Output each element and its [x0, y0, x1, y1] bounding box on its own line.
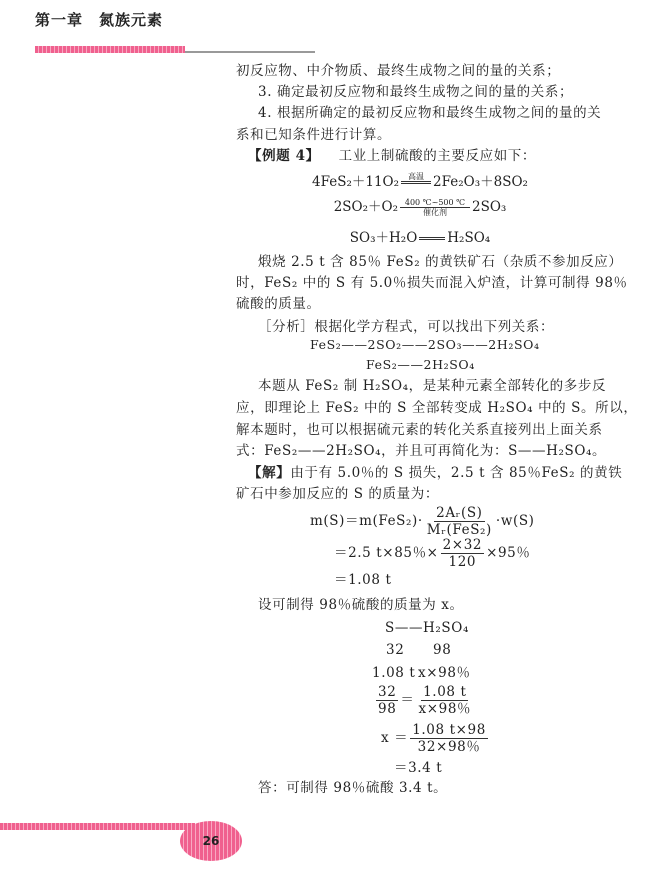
condition-top: 高温 — [408, 172, 425, 181]
header-divider — [185, 51, 315, 53]
page-number: 26 — [202, 834, 220, 848]
formula-part: x ＝ — [381, 730, 409, 746]
numerator: 2×32 — [442, 537, 483, 553]
molar-mass-2: 98 — [433, 642, 452, 658]
x-result: ＝3.4 t — [394, 760, 443, 776]
eq-right: 2SO₃ — [471, 199, 507, 215]
equation-3 — [236, 229, 604, 247]
example-tag: 【例题 4】 — [248, 148, 320, 164]
numerator: 32 — [378, 684, 397, 700]
fraction — [417, 684, 474, 717]
molar-mass-1: 32 — [386, 642, 405, 658]
text-line: 矿石中参加反应的 S 的质量为： — [236, 486, 439, 502]
text-line: 应，即理论上 FeS₂ 中的 S 全部转变成 H₂SO₄ 中的 S。所以， — [236, 400, 638, 416]
text-line: 设可制得 98％硫酸的质量为 x。 — [258, 597, 464, 613]
denominator: 98 — [378, 701, 397, 717]
analysis-line: ［分析］根据化学方程式，可以找出下列关系： — [258, 319, 555, 335]
text-line: 系和已知条件进行计算。 — [236, 127, 392, 143]
solution-heading — [248, 464, 622, 482]
chapter-heading: 第一章 氮族元素 — [35, 11, 164, 29]
text-line: 本题从 FeS₂ 制 H₂SO₄，是某种元素全部转化的多步反 — [258, 378, 607, 394]
denominator: 120 — [448, 554, 477, 570]
header-decor-bar — [35, 46, 185, 53]
denominator: 32×98％ — [417, 739, 481, 755]
mass-1: 1.08 t — [372, 665, 416, 681]
solution-text: 由于有 5.0％的 S 损失，2.5 t 含 85％FeS₂ 的黄铁 — [290, 465, 623, 481]
text-line: 4. 根据所确定的最初反应物和最终生成物之间的量的关 — [258, 105, 602, 121]
fraction — [441, 537, 484, 570]
footer-decor-bar — [0, 823, 195, 830]
numerator: 1.08 t×98 — [412, 722, 486, 738]
denominator: Mᵣ(FeS₂) — [426, 522, 492, 538]
equals: ＝ — [400, 692, 415, 708]
text-line: 解本题时，也可以根据硫元素的转化关系直接列出上面关系 — [236, 422, 603, 438]
text-line: 3. 确定最初反应物和最终生成物之间的量的关系； — [258, 84, 574, 100]
condition-top: 400 ℃~500 ℃ — [404, 198, 466, 207]
proportion — [374, 684, 475, 717]
eq-left: 4FeS₂＋11O₂ — [312, 174, 400, 190]
mass-2: x×98％ — [418, 665, 471, 681]
eq-right: H₂SO₄ — [447, 230, 491, 246]
eq-left: 2SO₂＋O₂ — [333, 199, 398, 215]
denominator: x×98％ — [418, 701, 472, 717]
solution-tag: 【解】 — [248, 465, 291, 481]
answer-line: 答：可制得 98％硫酸 3.4 t。 — [258, 780, 448, 796]
calc-result: ＝1.08 t — [334, 572, 392, 588]
relation: S——H₂SO₄ — [385, 620, 469, 636]
formula-part: ·w(S) — [495, 513, 535, 529]
eq-condition — [400, 198, 470, 217]
text-line: 煅烧 2.5 t 含 85％ FeS₂ 的黄铁矿石（杂质不参加反应） — [258, 254, 623, 270]
eq-right: 2Fe₂O₃＋8SO₂ — [433, 174, 528, 190]
example-text: 工业上制硫酸的主要反应如下： — [338, 148, 537, 164]
formula-part: ＝2.5 t×85％× — [334, 545, 439, 561]
text-line: 时，FeS₂ 中的 S 有 5.0％损失而混入炉渣，计算可制得 98％ — [236, 275, 628, 291]
example-heading — [248, 147, 536, 165]
page-number-badge — [180, 821, 242, 861]
eq-condition — [401, 172, 431, 193]
eq-left: SO₃＋H₂O — [349, 230, 418, 246]
condition-bottom: 催化剂 — [422, 208, 447, 217]
text-line: 硫酸的质量。 — [236, 296, 321, 312]
relation-chain: FeS₂——2H₂SO₄ — [366, 357, 475, 372]
fraction — [425, 505, 494, 538]
formula-part: m(S)＝m(FeS₂)· — [310, 513, 423, 529]
solve-x — [381, 722, 490, 755]
formula-ms — [310, 505, 535, 538]
text-line: 初反应物、中介物质、最终生成物之间的量的关系； — [236, 63, 561, 79]
formula-part: ×95％ — [486, 545, 531, 561]
equation-2 — [236, 198, 604, 217]
fraction — [410, 722, 488, 755]
numerator: 2Aᵣ(S) — [436, 505, 483, 521]
calc-line — [334, 537, 530, 570]
equation-1 — [236, 172, 604, 193]
text-line: 式：FeS₂——2H₂SO₄，并且可再简化为：S——H₂SO₄。 — [236, 443, 607, 459]
relation-chain: FeS₂——2SO₂——2SO₃——2H₂SO₄ — [310, 337, 540, 352]
fraction — [376, 684, 398, 717]
numerator: 1.08 t — [423, 684, 467, 700]
